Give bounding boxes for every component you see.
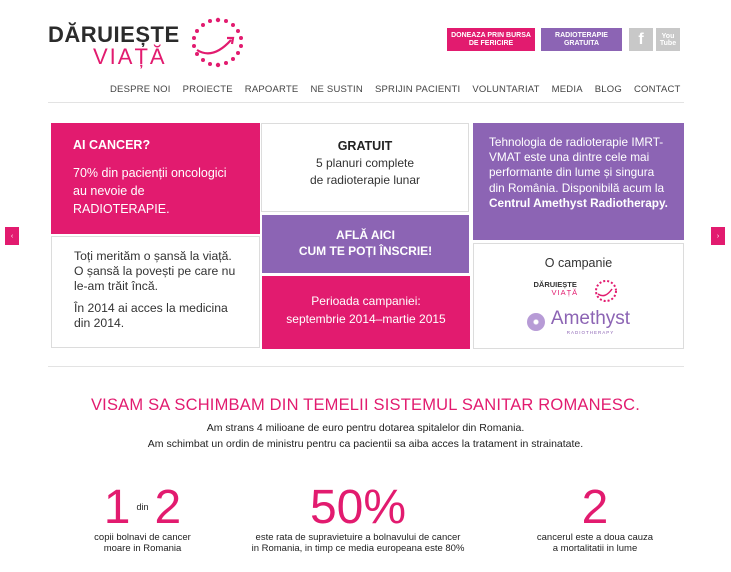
nav-item-proiecte[interactable]: PROIECTE	[182, 84, 233, 95]
youtube-icon[interactable]: You Tube	[656, 28, 680, 51]
logo-text-daruieste: DĂRUIEȘTE	[48, 22, 180, 47]
radioterapie-gratuita-button[interactable]: RADIOTERAPIE GRATUITA	[541, 28, 622, 51]
gratuit-title: GRATUIT	[337, 139, 393, 153]
gratuit-text-2: de radioterapie lunar	[309, 173, 421, 187]
nav-item-blog[interactable]: BLOG	[594, 84, 622, 95]
facebook-icon[interactable]: f	[629, 28, 653, 51]
centrul-amethyst-link[interactable]: Centrul Amethyst Radiotherapy.	[489, 195, 668, 210]
stat-3-caption-1: cancerul este a doua cauza	[536, 532, 654, 543]
ai-cancer-title: AI CANCER?	[73, 138, 151, 152]
daruieste-viata-mini-logo[interactable]	[534, 278, 624, 304]
mini-heart-ring-icon	[592, 278, 620, 304]
logo-text-viata: VIAȚĂ	[93, 44, 167, 69]
section-divider	[48, 366, 684, 367]
nav-item-media[interactable]: MEDIA	[551, 84, 583, 95]
nav-item-voluntariat[interactable]: VOLUNTARIAT	[472, 84, 540, 95]
amethyst-gem-icon	[527, 313, 545, 331]
stat-2-caption-1: este rata de supravietuire a bolnavului de cancer	[255, 532, 461, 543]
nav-item-rapoarte[interactable]: RAPOARTE	[244, 84, 299, 95]
afla-aici-button[interactable]	[262, 215, 469, 273]
tehnologia-tile[interactable]	[473, 123, 684, 240]
stat-1-din: din	[136, 502, 149, 512]
nav-item-sprijin-pacienti[interactable]: SPRIJIN PACIENTI	[374, 84, 461, 95]
afla-aici-line-1: AFLĂ AICI	[336, 228, 395, 242]
tehnologia-text: Tehnologia de radioterapie IMRT-VMAT este una dintre cele mai performante din lume și singura din România. Disponibilă acum la	[489, 135, 665, 195]
stat-3-number: 2	[581, 481, 609, 534]
mini-logo-text-1: DĂRUIEȘTE	[533, 280, 577, 289]
stat-1-caption-1: copii bolnavi de cancer	[94, 532, 191, 543]
doneaza-button[interactable]: DONEAZA PRIN BURSA DE FERICIRE	[447, 28, 535, 51]
stat-1-number-b: 2	[154, 481, 182, 534]
afla-aici-line-2: CUM TE POȚI ÎNSCRIE!	[298, 244, 433, 258]
slider-next-button[interactable]: ›	[711, 227, 725, 245]
stat-1-number-a: 1	[103, 481, 131, 534]
mission-line-1: Am strans 4 milioane de euro pentru dotarea spitalelor din Romania.	[206, 422, 525, 434]
mission-title: VISAM SA SCHIMBAM DIN TEMELII SISTEMUL SANITAR ROMANESC.	[90, 396, 641, 414]
amethyst-subtitle: RADIOTHERAPY	[566, 330, 615, 335]
stat-2-number: 50%	[309, 481, 407, 534]
stat-copii	[60, 481, 225, 554]
stat-1-caption-2: moare in Romania	[103, 543, 182, 554]
perioada-dates: septembrie 2014–martie 2015	[286, 312, 446, 326]
logo-heart-ring-icon	[183, 16, 253, 70]
nav-item-contact[interactable]: CONTACT	[633, 84, 681, 95]
amethyst-logo[interactable]	[494, 308, 663, 335]
mission-line-2: Am schimbat un ordin de ministru pentru ca pacientii sa aiba acces la tratament in strainatate.	[147, 438, 584, 450]
stat-mortalitate	[515, 481, 675, 554]
stat-3-caption-2: a mortalitatii in lume	[552, 543, 638, 554]
stat-2-caption-2: in Romania, in timp ce media europeana este 80%	[251, 543, 465, 554]
campaign-grid	[50, 122, 686, 350]
amethyst-name: Amethyst	[550, 308, 631, 329]
mini-logo-text-2: VIAȚĂ	[551, 288, 579, 297]
nav-item-ne-sustin[interactable]: NE SUSTIN	[310, 84, 363, 95]
site-logo[interactable]	[48, 16, 263, 70]
ai-cancer-tile[interactable]	[51, 123, 260, 234]
toti-meritam-tile	[51, 236, 260, 348]
o-campanie-tile	[473, 243, 684, 349]
ai-cancer-text: 70% din pacienții oncologici au nevoie de RADIOTERAPIE.	[73, 166, 227, 216]
perioada-campaniei-tile	[262, 276, 470, 349]
gratuit-tile	[261, 123, 469, 212]
o-campanie-title: O campanie	[544, 256, 613, 270]
header-divider	[48, 102, 684, 103]
nav-item-despre-noi[interactable]: DESPRE NOI	[110, 84, 171, 95]
stat-supravietuire	[222, 481, 494, 554]
main-nav	[110, 84, 693, 95]
gratuit-text-1: 5 planuri complete	[315, 156, 415, 170]
toti-meritam-text: Toți merităm o șansă la viață. O șansă la povești pe care nu le-am trăit încă.	[74, 249, 236, 293]
slider-prev-button[interactable]: ‹	[5, 227, 19, 245]
acces-medicina-text: În 2014 ai acces la medicina din 2014.	[74, 301, 228, 330]
perioada-label: Perioada campaniei:	[311, 294, 421, 308]
